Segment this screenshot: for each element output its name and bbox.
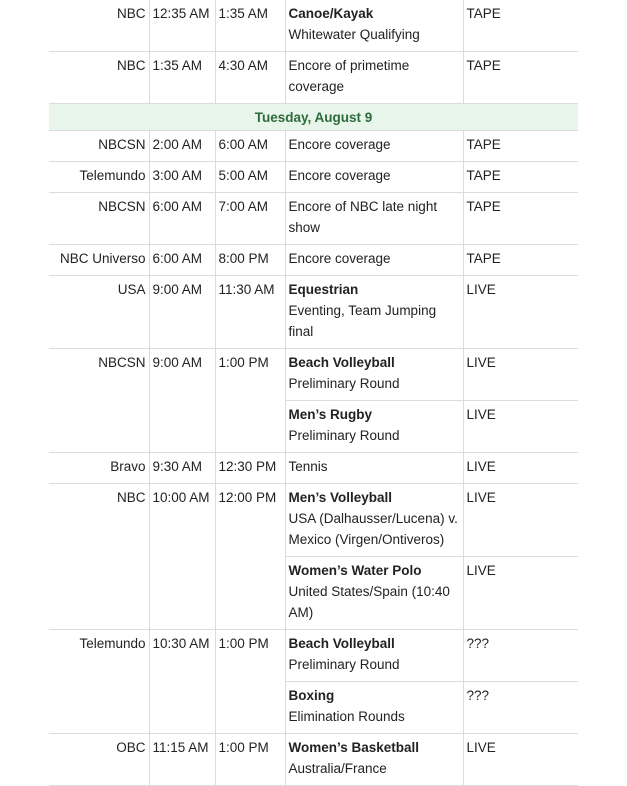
table-row	[49, 52, 578, 104]
network-cell: NBC	[49, 52, 149, 104]
network-cell: Telemundo	[49, 630, 149, 734]
table-row	[49, 630, 578, 682]
end-time-cell: 1:00 PM	[215, 349, 285, 453]
table-row	[49, 162, 578, 193]
status-cell: LIVE	[463, 484, 578, 557]
start-time-cell: 11:15 AM	[149, 734, 215, 786]
table-row	[49, 0, 578, 52]
event-detail: Preliminary Round	[288, 428, 400, 443]
network-cell: NBC	[49, 0, 149, 52]
event-title: Beach Volleyball	[288, 636, 395, 651]
table-row	[49, 453, 578, 484]
table-row	[49, 734, 578, 786]
start-time-cell: 1:35 AM	[149, 52, 215, 104]
start-time-cell: 6:00 AM	[149, 193, 215, 245]
start-time-cell: 2:00 AM	[149, 131, 215, 162]
table-row	[49, 349, 578, 401]
end-time-cell: 7:00 AM	[215, 193, 285, 245]
event-cell	[285, 682, 463, 734]
status-cell: LIVE	[463, 557, 578, 630]
start-time-cell: 9:00 AM	[149, 349, 215, 453]
end-time-cell: 5:00 AM	[215, 162, 285, 193]
status-cell: TAPE	[463, 52, 578, 104]
start-time-cell: 12:35 AM	[149, 0, 215, 52]
event-cell: Encore coverage	[285, 162, 463, 193]
table-row	[49, 276, 578, 349]
event-title: Equestrian	[288, 282, 359, 297]
event-title: Boxing	[288, 688, 335, 703]
event-cell: Encore coverage	[285, 131, 463, 162]
event-detail: Elimination Rounds	[288, 709, 405, 724]
network-cell: OBC	[49, 734, 149, 786]
event-title: Beach Volleyball	[288, 355, 395, 370]
event-detail: Preliminary Round	[288, 657, 400, 672]
end-time-cell: 6:00 AM	[215, 131, 285, 162]
network-cell: Bravo	[49, 453, 149, 484]
event-cell	[285, 484, 463, 557]
table-row	[49, 131, 578, 162]
network-cell: NBCSN	[49, 349, 149, 453]
end-time-cell: 1:00 PM	[215, 630, 285, 734]
event-cell	[285, 276, 463, 349]
event-detail: Preliminary Round	[288, 376, 400, 391]
event-detail: Australia/France	[288, 761, 387, 776]
status-cell: TAPE	[463, 162, 578, 193]
event-detail: United States/Spain (10:40 AM)	[288, 584, 450, 620]
schedule-table	[49, 0, 578, 786]
start-time-cell: 6:00 AM	[149, 245, 215, 276]
event-cell	[285, 734, 463, 786]
network-cell: NBCSN	[49, 131, 149, 162]
event-cell	[285, 349, 463, 401]
end-time-cell: 12:30 PM	[215, 453, 285, 484]
network-cell: USA	[49, 276, 149, 349]
date-heading: Tuesday, August 9	[49, 104, 578, 131]
network-cell: NBC	[49, 484, 149, 630]
status-cell: TAPE	[463, 193, 578, 245]
table-row	[49, 193, 578, 245]
status-cell: LIVE	[463, 401, 578, 453]
status-cell: LIVE	[463, 734, 578, 786]
event-cell: Encore of primetime coverage	[285, 52, 463, 104]
event-detail: Eventing, Team Jumping final	[288, 303, 437, 339]
event-title: Men’s Rugby	[288, 407, 373, 422]
event-cell	[285, 630, 463, 682]
event-detail: USA (Dalhausser/Lucena) v. Mexico (Virgen/Ontiveros)	[288, 511, 458, 547]
end-time-cell: 4:30 AM	[215, 52, 285, 104]
date-heading-row	[49, 104, 578, 131]
status-cell: TAPE	[463, 131, 578, 162]
event-title: Women’s Basketball	[288, 740, 420, 755]
start-time-cell: 3:00 AM	[149, 162, 215, 193]
event-cell: Encore of NBC late night show	[285, 193, 463, 245]
end-time-cell: 11:30 AM	[215, 276, 285, 349]
status-cell: LIVE	[463, 276, 578, 349]
event-title: Canoe/Kayak	[288, 6, 374, 21]
end-time-cell: 1:35 AM	[215, 0, 285, 52]
network-cell: NBC Universo	[49, 245, 149, 276]
end-time-cell: 8:00 PM	[215, 245, 285, 276]
event-cell: Tennis	[285, 453, 463, 484]
event-title: Women’s Water Polo	[288, 563, 422, 578]
event-title: Men’s Volleyball	[288, 490, 393, 505]
end-time-cell: 1:00 PM	[215, 734, 285, 786]
start-time-cell: 10:30 AM	[149, 630, 215, 734]
event-cell	[285, 557, 463, 630]
event-cell	[285, 401, 463, 453]
status-cell: TAPE	[463, 0, 578, 52]
status-cell: LIVE	[463, 453, 578, 484]
event-detail: Whitewater Qualifying	[288, 27, 420, 42]
network-cell: Telemundo	[49, 162, 149, 193]
start-time-cell: 9:00 AM	[149, 276, 215, 349]
status-cell: TAPE	[463, 245, 578, 276]
event-cell: Encore coverage	[285, 245, 463, 276]
end-time-cell: 12:00 PM	[215, 484, 285, 630]
status-cell: LIVE	[463, 349, 578, 401]
start-time-cell: 10:00 AM	[149, 484, 215, 630]
table-row	[49, 245, 578, 276]
table-row	[49, 484, 578, 557]
status-cell: ???	[463, 682, 578, 734]
start-time-cell: 9:30 AM	[149, 453, 215, 484]
event-cell	[285, 0, 463, 52]
status-cell: ???	[463, 630, 578, 682]
network-cell: NBCSN	[49, 193, 149, 245]
